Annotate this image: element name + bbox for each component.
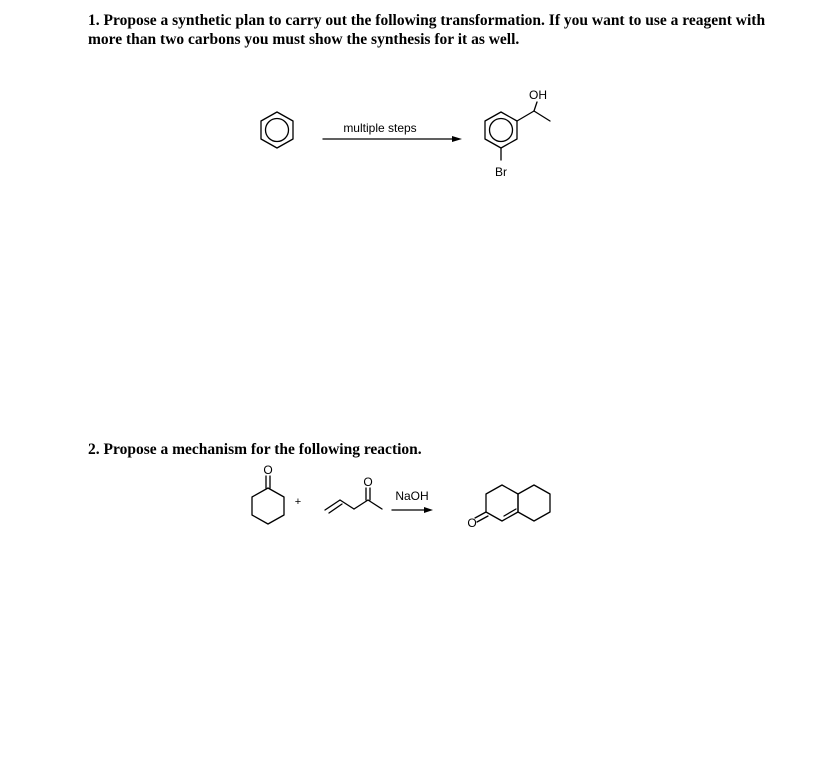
reagent-label-naoh: NaOH [395,489,429,503]
question-2-text: 2. Propose a mechanism for the following reaction. [88,441,422,458]
hydroxyl-label: OH [529,88,547,102]
methyl-vinyl-ketone-structure [325,488,382,513]
product-oxygen-label: O [467,516,477,530]
reagent-label-multiple-steps: multiple steps [343,121,417,135]
product-bicyclic-enone-structure [475,485,550,522]
bromine-label: Br [495,165,507,179]
enone-oxygen-label: O [363,475,373,489]
plus-sign: + [294,496,302,508]
question-1-text: 1. Propose a synthetic plan to carry out the following transformation. If you want to use a reagent with more than two carbons you must show the synthesis for it as well. [88,12,766,48]
ketone-oxygen-label: O [263,463,273,477]
reaction-arrow-2 [392,507,433,513]
cyclohexanone-structure [252,476,284,524]
